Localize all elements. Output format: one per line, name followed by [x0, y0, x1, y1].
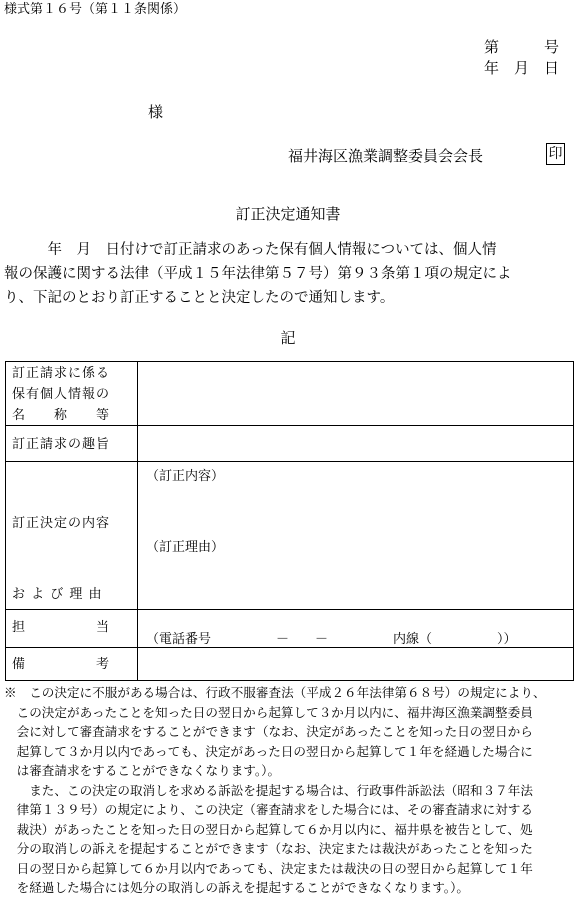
body-line: り、下記のとおり訂正することと決定したので通知します。 [4, 290, 395, 306]
note-line: ※ この決定に不服がある場合は、行政不服審査法（平成２６年法律第６８号）の規定により、 [4, 685, 546, 700]
document-date: 年 月 日 [484, 59, 560, 77]
remarks-label [6, 648, 138, 681]
decision-content-field[interactable] [138, 462, 574, 610]
note-line: 律第１３９号）の規定により、この決定（審査請求をした場合には、その審査請求に対する [4, 802, 533, 817]
correction-reason-caption: （訂正理由） [146, 540, 225, 555]
body-line: 報の保護に関する法律（平成１５年法律第５７号）第９３条第１項の規定によ [4, 266, 512, 282]
document-title: 訂正決定通知書 [235, 205, 341, 223]
recipient-honorific: 様 [148, 103, 164, 121]
document-number: 第 号 [484, 38, 560, 56]
note-line: 会に対して審査請求をすることができます（なお、決定があったことを知った日の翌日から [4, 724, 533, 739]
decision-table [5, 361, 574, 681]
contact-person-label [6, 610, 138, 648]
table-row [6, 648, 574, 681]
request-purpose-field[interactable] [138, 426, 574, 462]
ki-heading: 記 [280, 329, 296, 347]
table-row [6, 610, 574, 648]
table-row [6, 362, 574, 426]
note-line: 分の取消しの訴えを提起することができます（なお、決定または裁決があったことを知った [4, 841, 533, 856]
note-line: を経過した場合には処分の取消しの訴えを提起することができなくなります。）。 [4, 880, 469, 895]
contact-person-field[interactable] [138, 610, 574, 648]
personal-info-name-label [6, 362, 138, 426]
note-line: この決定があったことを知った日の翌日から起算して３か月以内に、福井海区漁業調整委員 [4, 704, 533, 720]
seal-box: 印 [546, 143, 565, 165]
personal-info-name-field[interactable] [138, 362, 574, 426]
appeal-notes [4, 683, 574, 898]
label-line: 担 当 [12, 620, 111, 635]
label-line: 備 考 [12, 657, 111, 672]
correction-content-caption: （訂正内容） [146, 469, 225, 484]
remarks-field[interactable] [138, 648, 574, 681]
note-line: は審査請求をすることができなくなります。）。 [4, 763, 281, 778]
notice-body [4, 238, 574, 310]
label-line: 訂正請求の趣旨 [12, 437, 111, 452]
label-line: 保有個人情報の [12, 387, 111, 402]
body-line: 年 月 日付けで訂正請求のあった保有個人情報については、個人情 [4, 242, 497, 258]
phone-number-caption: （電話番号 － － 内線（ ）） [146, 632, 517, 647]
table-row [6, 426, 574, 462]
note-line: 起算して３か月以内であっても、決定があった日の翌日から起算して１年を経過した場合に [4, 743, 533, 759]
request-purpose-label [6, 426, 138, 462]
form-number: 様式第１６号（第１１条関係） [4, 2, 187, 17]
table-row [6, 462, 574, 610]
decision-content-label [6, 462, 138, 610]
note-line: 裁決）があったことを知った日の翌日から起算して６か月以内に、福井県を被告として、処 [4, 821, 533, 837]
note-line: また、この決定の取消しを求める訴訟を提起する場合は、行政事件訴訟法（昭和３７年法 [4, 782, 533, 798]
label-line: 訂正決定の内容 [12, 516, 111, 531]
note-line: 日の翌日から起算して６か月以内であっても、決定または裁決の日の翌日から起算して１年 [4, 860, 533, 876]
label-line: 名 称 等 [12, 408, 111, 423]
sender-name: 福井海区漁業調整委員会会長 [288, 147, 484, 165]
label-line: 訂正請求に係る [12, 366, 111, 381]
label-line: お よ び 理 由 [12, 587, 103, 602]
